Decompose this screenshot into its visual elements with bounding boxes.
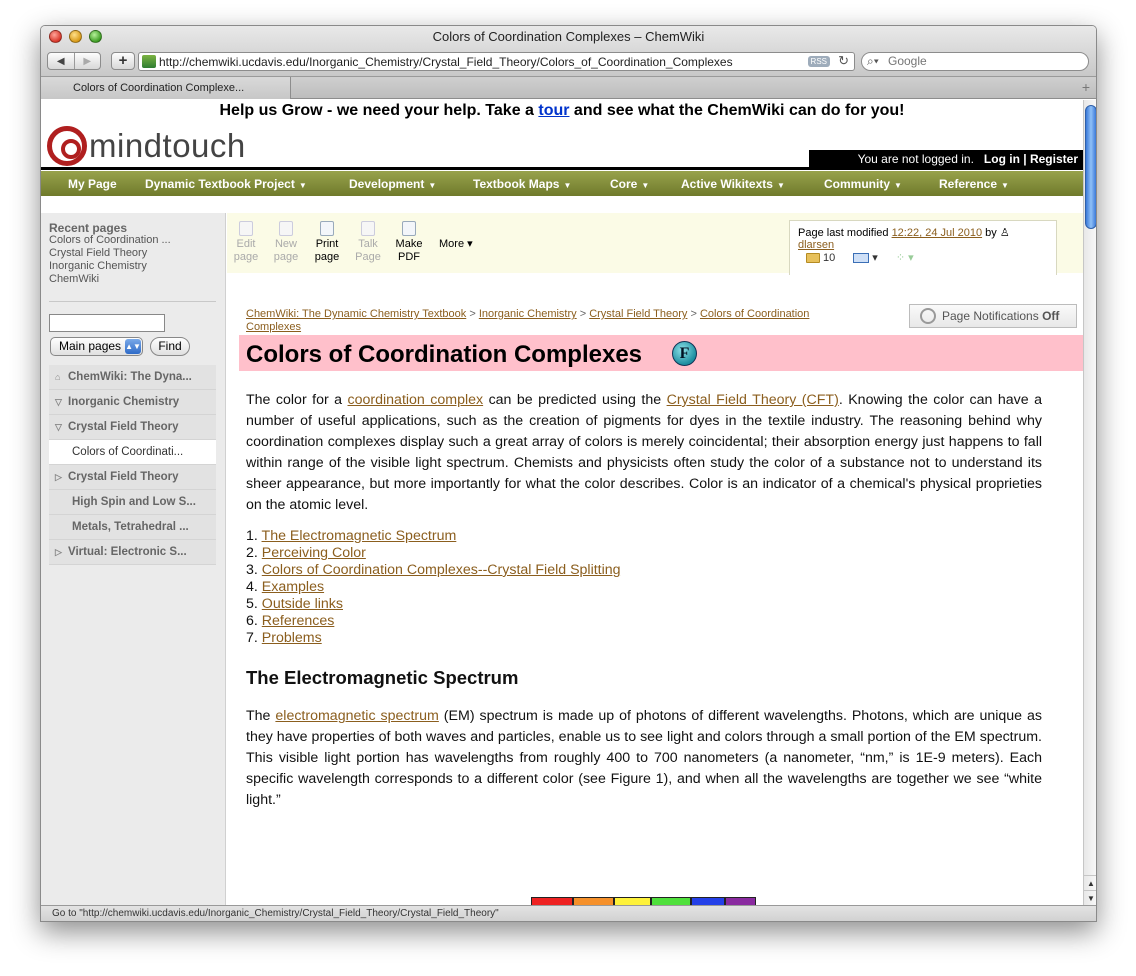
- browser-window: [40, 25, 1097, 922]
- help-banner: [41, 102, 1083, 120]
- toc-link[interactable]: The Electromagnetic Spectrum: [261, 528, 457, 544]
- back-arrow-icon[interactable]: ◀: [56, 55, 65, 67]
- toc-item: [246, 596, 1042, 613]
- nav-item-label: My Page: [68, 177, 117, 191]
- new-label-2: page: [273, 251, 299, 263]
- toc-number: 3.: [246, 562, 262, 578]
- toc-link[interactable]: Outside links: [261, 596, 343, 612]
- intro-text: . Knowing the color can have a number of useful applications, such as the creation of pigments for dyes in the textile industry. The reasoning behind why coordination complexes display such a great array of colors is merely coincidental; their absorption energy just happens to fall within range of the visible light spectrum. Chemists and physicists often study the color of a substance not to understand its sheer appearance, but more importantly for what the color describes. Color is an indicator of a chemical's physical proprieties on the atomic level.: [246, 392, 1042, 513]
- nav-item-label: Reference: [939, 177, 998, 191]
- book-menu[interactable]: ▾: [853, 251, 878, 264]
- nav-item-label: Development: [349, 177, 425, 191]
- toc-link[interactable]: Colors of Coordination Complexes--Crystal Field Splitting: [261, 562, 621, 578]
- chevron-down-icon: ▼: [428, 181, 437, 190]
- toc-link[interactable]: References: [261, 613, 335, 629]
- page-viewport: [41, 100, 1083, 905]
- tree-item[interactable]: [49, 540, 216, 565]
- tree-item[interactable]: [49, 365, 216, 390]
- tree-item-current[interactable]: [49, 440, 216, 465]
- spectrum-swatch: [691, 897, 725, 905]
- pdf-label-2: PDF: [398, 251, 420, 263]
- book-icon: [853, 253, 869, 263]
- nav-item[interactable]: [610, 177, 649, 191]
- nav-item-label: Core: [610, 177, 638, 191]
- tree-item-label: Metals, Tetrahedral ...: [72, 521, 189, 533]
- intro-paragraph: [246, 390, 1042, 516]
- logo-mark-icon: [47, 126, 87, 166]
- talk-page-button[interactable]: [351, 221, 385, 264]
- toc-link[interactable]: Problems: [261, 630, 322, 646]
- sidebar-divider: [49, 301, 216, 302]
- spectrum-swatch: [531, 897, 573, 905]
- breadcrumb-separator: >: [576, 308, 590, 320]
- edit-label: Edit: [236, 238, 256, 250]
- new-tab-icon[interactable]: +: [1081, 79, 1090, 95]
- modified-date-link[interactable]: 12:22, 24 Jul 2010: [891, 227, 983, 239]
- pencil-icon: [239, 221, 253, 236]
- notification-icon: [920, 308, 936, 324]
- new-page-icon: [279, 221, 293, 236]
- tree-item[interactable]: [49, 465, 216, 490]
- tree-item-label: Colors of Coordinati...: [72, 446, 184, 458]
- toc-item: [246, 630, 1042, 647]
- nav-item-label: Textbook Maps: [473, 177, 560, 191]
- nav-item[interactable]: [473, 177, 571, 191]
- spectrum-figure: [531, 897, 756, 905]
- login-status: You are not logged in.: [857, 152, 974, 166]
- spectrum-swatch: [573, 897, 614, 905]
- files-count[interactable]: [806, 252, 835, 264]
- toc-item: [246, 545, 1042, 562]
- tree-item-label: High Spin and Low S...: [72, 496, 196, 508]
- history-buttons: [47, 52, 101, 70]
- intro-text: can be predicted using the: [483, 392, 667, 408]
- nav-item[interactable]: [145, 177, 307, 191]
- em-paragraph: [246, 706, 1042, 811]
- sidebar-search-input[interactable]: [49, 314, 165, 332]
- window-title: Colors of Coordination Complexes – ChemWiki: [432, 29, 705, 44]
- modified-prefix: Page last modified: [798, 227, 892, 239]
- status-bar: Go to "http://chemwiki.ucdavis.edu/Inorganic_Chemistry/Crystal_Field_Theory/Crystal_Field_Theory": [41, 905, 1096, 922]
- tree-item-label: Virtual: Electronic S...: [68, 546, 187, 558]
- nav-item-label: Community: [824, 177, 890, 191]
- breadcrumb-separator: >: [466, 308, 479, 320]
- toc-number: 4.: [246, 579, 262, 595]
- chevron-down-icon: ▼: [563, 181, 572, 190]
- reload-icon[interactable]: ↻: [838, 53, 849, 68]
- files-count-value: 10: [823, 251, 836, 264]
- tags-icon[interactable]: ⁘ ▾: [895, 252, 914, 264]
- spectrum-swatch: [614, 897, 651, 905]
- expanded-icon[interactable]: ▽: [55, 421, 62, 432]
- breadcrumb-link[interactable]: Inorganic Chemistry: [478, 308, 577, 320]
- rss-badge[interactable]: RSS: [808, 56, 830, 67]
- chevron-down-icon: ▼: [894, 181, 902, 190]
- breadcrumb-link[interactable]: Crystal Field Theory: [589, 308, 688, 320]
- toc-item: [246, 613, 1042, 630]
- forward-arrow-icon[interactable]: ▶: [74, 53, 101, 69]
- login-link[interactable]: Log in: [983, 152, 1020, 166]
- nav-item[interactable]: [939, 177, 1009, 191]
- nav-item[interactable]: [349, 177, 436, 191]
- em-text: The: [246, 708, 276, 724]
- header-divider: [41, 167, 1083, 170]
- section-heading: The Electromagnetic Spectrum: [246, 667, 519, 688]
- breadcrumb: [246, 308, 866, 334]
- title-band: [239, 335, 1083, 371]
- page-info-icons: [806, 251, 914, 264]
- collapsed-icon[interactable]: ▷: [55, 546, 62, 557]
- cft-link[interactable]: Crystal Field Theory (CFT): [666, 392, 839, 408]
- breadcrumb-link[interactable]: Colors of Coordination Complexes: [246, 308, 810, 333]
- tree-item-label: ChemWiki: The Dyna...: [68, 371, 192, 383]
- nav-item-label: Active Wikitexts: [681, 177, 773, 191]
- more-menu-button[interactable]: More ▾: [439, 238, 473, 250]
- banner-text-end: and see what the ChemWiki can do for you!: [569, 102, 905, 119]
- toc-link[interactable]: Perceiving Color: [261, 545, 366, 561]
- chevron-down-icon: ▼: [298, 181, 307, 190]
- mindtouch-logo[interactable]: [47, 124, 246, 168]
- author-link[interactable]: dlarsen: [798, 239, 835, 251]
- pdf-icon: [402, 221, 416, 236]
- edit-label-2: page: [233, 251, 259, 263]
- toc-number: 6.: [246, 613, 262, 629]
- tree-item[interactable]: [49, 390, 216, 415]
- spectrum-swatch: [651, 897, 691, 905]
- tab-active[interactable]: Colors of Coordination Complexe...: [41, 77, 291, 99]
- user-icon: ♙: [999, 227, 1010, 239]
- banner-text-start: Help us Grow - we need your help. Take a: [219, 102, 539, 119]
- nav-item[interactable]: [681, 177, 785, 191]
- login-separator: |: [1023, 152, 1027, 166]
- folder-icon: [806, 253, 820, 263]
- chevron-down-icon: ▼: [1001, 181, 1009, 190]
- f-badge-icon[interactable]: F: [672, 341, 697, 366]
- new-label: New: [274, 238, 297, 250]
- em-spectrum-link[interactable]: electromagnetic spectrum: [275, 708, 439, 724]
- article-content: [246, 390, 1042, 811]
- toc-number: 2.: [246, 545, 262, 561]
- pdf-label: Make: [395, 238, 423, 250]
- search-icon: ⌕▾: [867, 54, 879, 68]
- toc-item: [246, 562, 1042, 579]
- main-pages-select[interactable]: [50, 337, 143, 356]
- scroll-thumb[interactable]: [1085, 105, 1097, 229]
- nav-item[interactable]: [824, 177, 902, 191]
- new-page-button[interactable]: [269, 221, 303, 264]
- intro-text: The color for a: [246, 392, 348, 408]
- expanded-icon[interactable]: ▽: [55, 396, 62, 407]
- print-page-button[interactable]: [310, 221, 344, 264]
- toc-item: [246, 579, 1042, 596]
- em-text: (EM) spectrum is made up of photons of different wavelengths. Photons, which are unique as they have properties of both waves and particles, enable us to see light and colors through a small portion of the EM spectrum. This visible light portion has wavelengths from roughly 400 to 700 nanometers (a nanometer, “nm,” is 1E-9 meters). Each specific wavelength corresponds to a different color (see Figure 1), and when all the wavelengths are together we see “white light.”: [246, 708, 1043, 808]
- coordination-complex-link[interactable]: coordination complex: [347, 392, 484, 408]
- tree-item-label: Inorganic Chemistry: [68, 396, 180, 408]
- chevron-down-icon: ▼: [776, 181, 785, 190]
- toc-item: [246, 528, 1042, 545]
- nav-item-label: Dynamic Textbook Project: [145, 177, 295, 191]
- nav-item[interactable]: [68, 177, 117, 191]
- site-favicon-icon: [142, 55, 156, 68]
- vertical-scrollbar[interactable]: [1083, 100, 1097, 905]
- page-title: Colors of Coordination Complexes: [246, 341, 643, 368]
- main-nav: [41, 171, 1083, 196]
- recent-page-item[interactable]: Colors of Coordination ...: [49, 234, 171, 246]
- printer-icon: [320, 221, 334, 236]
- login-bar: [809, 150, 1083, 168]
- collapsed-icon[interactable]: ▷: [55, 471, 62, 482]
- find-button[interactable]: Find: [150, 337, 190, 356]
- toc-number: 1.: [246, 528, 262, 544]
- title-bar: [41, 26, 1096, 77]
- scroll-down-icon[interactable]: ▼: [1084, 890, 1097, 905]
- web-search-box[interactable]: [861, 52, 1089, 71]
- page-tree: [49, 365, 216, 565]
- print-label-2: page: [314, 251, 340, 263]
- page-info-box: [789, 220, 1057, 275]
- page-notifications-button[interactable]: [909, 304, 1077, 328]
- address-bar[interactable]: [138, 52, 855, 71]
- edit-page-button[interactable]: [229, 221, 263, 264]
- speech-bubble-icon: [361, 221, 375, 236]
- tree-item[interactable]: [49, 515, 216, 540]
- register-link[interactable]: Register: [1029, 152, 1078, 166]
- tour-link[interactable]: tour: [538, 102, 570, 119]
- spectrum-swatch: [725, 897, 756, 905]
- toc-number: 7.: [246, 630, 262, 646]
- recent-pages-title: Recent pages: [49, 221, 128, 235]
- recent-page-item[interactable]: ChemWiki: [49, 273, 100, 285]
- sidebar: [41, 213, 226, 905]
- home-icon[interactable]: ⌂: [55, 372, 61, 382]
- tree-item[interactable]: [49, 415, 216, 440]
- add-bookmark-button[interactable]: +: [111, 52, 135, 70]
- notifications-state: Off: [1042, 309, 1060, 323]
- url-text[interactable]: http://chemwiki.ucdavis.edu/Inorganic_Chemistry/Crystal_Field_Theory/Colors_of_Coordination_Complexes: [159, 55, 733, 69]
- web-search-input[interactable]: [888, 54, 1078, 68]
- select-arrows-icon: ▲▼: [125, 339, 141, 354]
- table-of-contents: [246, 528, 1042, 647]
- tree-item-label: Crystal Field Theory: [68, 471, 179, 483]
- talk-label-2: Page: [355, 251, 381, 263]
- modified-by: by: [982, 227, 1000, 239]
- chevron-down-icon: ▼: [641, 181, 650, 190]
- breadcrumb-link[interactable]: ChemWiki: The Dynamic Chemistry Textbook: [246, 308, 467, 320]
- make-pdf-button[interactable]: [392, 221, 426, 264]
- scroll-up-icon[interactable]: ▲: [1084, 875, 1097, 890]
- breadcrumb-separator: >: [687, 308, 700, 320]
- recent-page-item[interactable]: Crystal Field Theory: [49, 247, 148, 259]
- talk-label: Talk: [358, 238, 378, 250]
- recent-page-item[interactable]: Inorganic Chemistry: [49, 260, 147, 272]
- toc-number: 5.: [246, 596, 262, 612]
- tab-bar: [41, 77, 1096, 99]
- print-label: Print: [315, 238, 339, 250]
- tree-item-label: Crystal Field Theory: [68, 421, 179, 433]
- toc-link[interactable]: Examples: [261, 579, 325, 595]
- main-pages-select-value: Main pages: [59, 339, 122, 353]
- tree-item[interactable]: [49, 490, 216, 515]
- logo-text: mindtouch: [89, 127, 246, 164]
- notifications-label: Page Notifications: [942, 309, 1039, 323]
